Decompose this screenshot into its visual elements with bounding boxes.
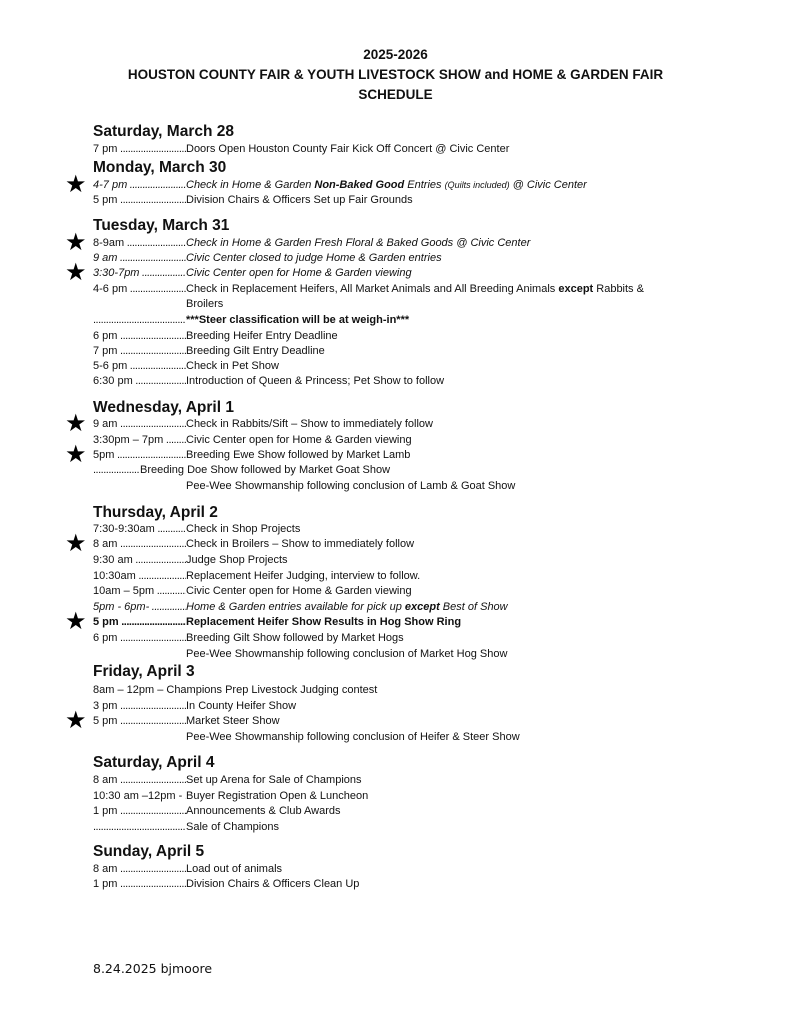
entry-time: 10:30 am –12pm - ..... <box>93 789 186 804</box>
schedule-entry <box>0 410 791 437</box>
schedule-entry <box>0 804 791 819</box>
description-segment: Breeding Doe Show followed by Market Goat Show <box>140 464 391 476</box>
entry-time <box>93 313 186 328</box>
description-segment: @ Civic Center <box>509 179 587 191</box>
day-heading: Monday, March 30 <box>93 159 227 176</box>
schedule-entry <box>0 142 791 157</box>
schedule-entry <box>0 683 791 698</box>
entry-description <box>186 142 509 157</box>
schedule-entry <box>0 773 791 788</box>
description-segment: Best of Show <box>439 601 508 613</box>
entry-description <box>140 463 390 478</box>
description-segment: Pee-Wee Showmanship following conclusion of Market Hog Show <box>186 648 508 660</box>
entry-description <box>93 683 377 698</box>
entry-description <box>186 569 420 584</box>
entry-time: 5 pm ..... <box>93 193 186 208</box>
entry-description <box>186 329 338 344</box>
schedule-entry <box>0 530 791 557</box>
description-segment: Doors Open Houston County Fair Kick Off Concert @ Civic Center <box>186 143 510 155</box>
entry-description <box>186 584 412 599</box>
schedule-entry <box>0 433 791 448</box>
description-segment: Breeding Gilt Show followed by Market Hogs <box>186 632 404 644</box>
description-segment: Breeding Gilt Entry Deadline <box>186 345 325 357</box>
entry-description <box>186 647 507 662</box>
schedule-entry <box>0 789 791 804</box>
schedule-entry <box>0 820 791 835</box>
day-heading: Saturday, April 4 <box>93 754 215 771</box>
description-segment: Home & Garden entries available for pick up <box>186 601 405 613</box>
description-segment: Market Steer Show <box>186 715 280 727</box>
description-segment: 8am – 12pm – Champions Prep Livestock Judging contest <box>93 684 378 696</box>
schedule-entry <box>0 193 791 208</box>
schedule-entry <box>0 463 791 478</box>
description-segment: Breeding Ewe Show followed by Market Lamb <box>186 449 411 461</box>
entry-time: 8-9am ..... <box>93 236 186 251</box>
title-event: HOUSTON COUNTY FAIR & YOUTH LIVESTOCK SHOW and HOME & GARDEN FAIR <box>127 67 664 82</box>
entry-description <box>186 714 280 729</box>
schedule-entry <box>0 313 791 328</box>
entry-time: 9 am ..... <box>93 251 186 266</box>
description-segment: In County Heifer Show <box>186 700 297 712</box>
entry-description <box>186 553 288 568</box>
entry-description <box>186 877 359 892</box>
description-segment: (Quilts included) <box>444 180 510 190</box>
entry-time <box>93 463 140 478</box>
entry-time: 8 am ..... <box>93 537 186 552</box>
entry-time: 5pm ..... <box>93 448 186 463</box>
description-segment: Check in Rabbits/Sift – Show to immediately follow <box>186 418 433 430</box>
title-year: 2025-2026 <box>363 47 428 62</box>
entry-time: 7 pm ..... <box>93 142 186 157</box>
entry-time: 10:30am ..... <box>93 569 186 584</box>
description-segment: Civic Center open for Home & Garden viewing <box>186 434 412 446</box>
description-segment: Pee-Wee Showmanship following conclusion of Lamb & Goat Show <box>186 480 516 492</box>
entry-time: 5 pm ..... <box>93 615 186 630</box>
entry-description <box>186 699 296 714</box>
description-segment: Check in Home & Garden <box>186 179 315 191</box>
entry-description <box>186 251 442 266</box>
schedule-entry <box>0 631 791 646</box>
schedule-entry <box>0 441 791 468</box>
entry-description <box>186 417 433 432</box>
entry-description <box>186 448 410 463</box>
star-icon: ★ <box>65 530 87 557</box>
star-icon: ★ <box>65 441 87 468</box>
description-segment: Division Chairs & Officers Set up Fair Grounds <box>186 194 413 206</box>
schedule-entry <box>0 479 791 494</box>
schedule-entry <box>0 171 791 198</box>
entry-description <box>186 178 587 193</box>
star-icon: ★ <box>65 410 87 437</box>
description-segment: Entries <box>404 179 445 191</box>
description-segment: Judge Shop Projects <box>186 554 288 566</box>
description-segment: Check in Home & Garden Fresh Floral & Baked Goods @ Civic Center <box>186 237 531 249</box>
schedule-entry <box>0 229 791 256</box>
star-icon: ★ <box>65 707 87 734</box>
entry-description <box>186 600 508 615</box>
entry-description <box>186 631 404 646</box>
schedule-entry <box>0 862 791 877</box>
entry-time: 10am – 5pm ..... <box>93 584 186 599</box>
entry-time: 8 am ..... <box>93 862 186 877</box>
schedule-entry <box>0 374 791 389</box>
schedule-entry <box>0 344 791 359</box>
day-heading: Friday, April 3 <box>93 663 195 680</box>
entry-description <box>186 282 644 297</box>
entry-description <box>186 193 413 208</box>
schedule-entry <box>0 730 791 745</box>
entry-time: 6:30 pm ..... <box>93 374 186 389</box>
footer-note: 8.24.2025 bjmoore <box>93 961 213 976</box>
description-segment: ***Steer classification will be at weigh-in*** <box>186 314 410 326</box>
entry-description <box>186 374 444 389</box>
title-schedule: SCHEDULE <box>358 87 433 102</box>
entry-description <box>186 433 412 448</box>
day-heading: Sunday, April 5 <box>93 843 205 860</box>
description-segment: Civic Center closed to judge Home & Garden entries <box>186 252 442 264</box>
star-icon: ★ <box>65 171 87 198</box>
day-heading: Wednesday, April 1 <box>93 399 234 416</box>
description-segment: Set up Arena for Sale of Champions <box>186 774 362 786</box>
entry-time: 7 pm ..... <box>93 344 186 359</box>
schedule-entry <box>0 647 791 662</box>
entry-description <box>186 359 279 374</box>
entry-time: 5-6 pm ..... <box>93 359 186 374</box>
description-segment: Buyer Registration Open & Luncheon <box>186 790 369 802</box>
entry-time: 3:30pm – 7pm ..... <box>93 433 186 448</box>
entry-description <box>186 804 341 819</box>
star-icon: ★ <box>65 608 87 635</box>
description-segment: Division Chairs & Officers Clean Up <box>186 878 360 890</box>
description-segment: Replacement Heifer Show Results in Hog Show Ring <box>186 616 462 628</box>
description-segment: except <box>404 601 440 613</box>
entry-description <box>186 313 409 328</box>
description-segment: Breeding Heifer Entry Deadline <box>186 330 338 342</box>
entry-time: 4-7 pm ..... <box>93 178 186 193</box>
entry-time: 6 pm ..... <box>93 329 186 344</box>
description-segment: Non-Baked Good <box>314 179 405 191</box>
entry-time: 3:30-7pm ..... <box>93 266 186 281</box>
description-segment: Replacement Heifer Judging, interview to follow. <box>186 570 421 582</box>
entry-time: 6 pm ..... <box>93 631 186 646</box>
entry-time: 7:30-9:30am ..... <box>93 522 186 537</box>
description-segment: Announcements & Club Awards <box>186 805 341 817</box>
day-heading: Saturday, March 28 <box>93 123 234 140</box>
entry-time: 5pm - 6pm- ..... <box>93 600 186 615</box>
description-segment: Broilers <box>186 298 224 310</box>
entry-time: 9:30 am ..... <box>93 553 186 568</box>
schedule-entry <box>0 707 791 734</box>
schedule-entry <box>0 553 791 568</box>
description-segment: Check in Broilers – Show to immediately follow <box>186 538 415 550</box>
description-segment: Load out of animals <box>186 863 283 875</box>
description-segment: Pee-Wee Showmanship following conclusion of Heifer & Steer Show <box>186 731 520 743</box>
schedule-entry <box>0 584 791 599</box>
description-segment: Check in Shop Projects <box>186 523 301 535</box>
entry-time: 9 am ..... <box>93 417 186 432</box>
schedule-entry <box>0 699 791 714</box>
day-heading: Thursday, April 2 <box>93 504 218 521</box>
star-icon: ★ <box>65 259 87 286</box>
schedule-entry <box>0 282 791 297</box>
description-segment: Check in Replacement Heifers, All Market Animals and All Breeding Animals <box>186 283 559 295</box>
schedule-entry <box>0 600 791 615</box>
schedule-entry <box>0 259 791 286</box>
entry-description <box>186 344 325 359</box>
entry-time: 5 pm ..... <box>93 714 186 729</box>
entry-description <box>186 862 282 877</box>
schedule-entry <box>0 329 791 344</box>
entry-description <box>186 789 368 804</box>
entry-description <box>186 236 530 251</box>
entry-description <box>186 479 515 494</box>
schedule-entry <box>0 877 791 892</box>
description-segment: Civic Center open for Home & Garden viewing <box>186 267 412 279</box>
entry-time: 3 pm ..... <box>93 699 186 714</box>
schedule-entry <box>0 608 791 635</box>
day-heading: Tuesday, March 31 <box>93 217 230 234</box>
schedule-entry <box>0 359 791 374</box>
entry-description <box>186 615 461 630</box>
description-segment: Check in Pet Show <box>186 360 279 372</box>
entry-description <box>186 820 279 835</box>
description-segment: Introduction of Queen & Princess; Pet Show to follow <box>186 375 445 387</box>
entry-time <box>93 820 186 835</box>
entry-description <box>186 522 300 537</box>
description-segment: Civic Center open for Home & Garden viewing <box>186 585 412 597</box>
entry-description <box>186 266 412 281</box>
schedule-entry <box>0 569 791 584</box>
entry-description <box>186 537 414 552</box>
star-icon: ★ <box>65 229 87 256</box>
entry-time: 1 pm ..... <box>93 877 186 892</box>
schedule-entry <box>0 297 791 312</box>
description-segment: Rabbits & <box>593 283 644 295</box>
schedule-entry <box>0 251 791 266</box>
description-segment: Sale of Champions <box>186 821 279 833</box>
entry-description <box>186 773 362 788</box>
schedule-entry <box>0 522 791 537</box>
entry-time: 4-6 pm ..... <box>93 282 186 297</box>
entry-description <box>186 297 223 312</box>
entry-description <box>186 730 520 745</box>
entry-time: 1 pm ..... <box>93 804 186 819</box>
entry-time: 8 am ..... <box>93 773 186 788</box>
description-segment: except <box>558 283 594 295</box>
